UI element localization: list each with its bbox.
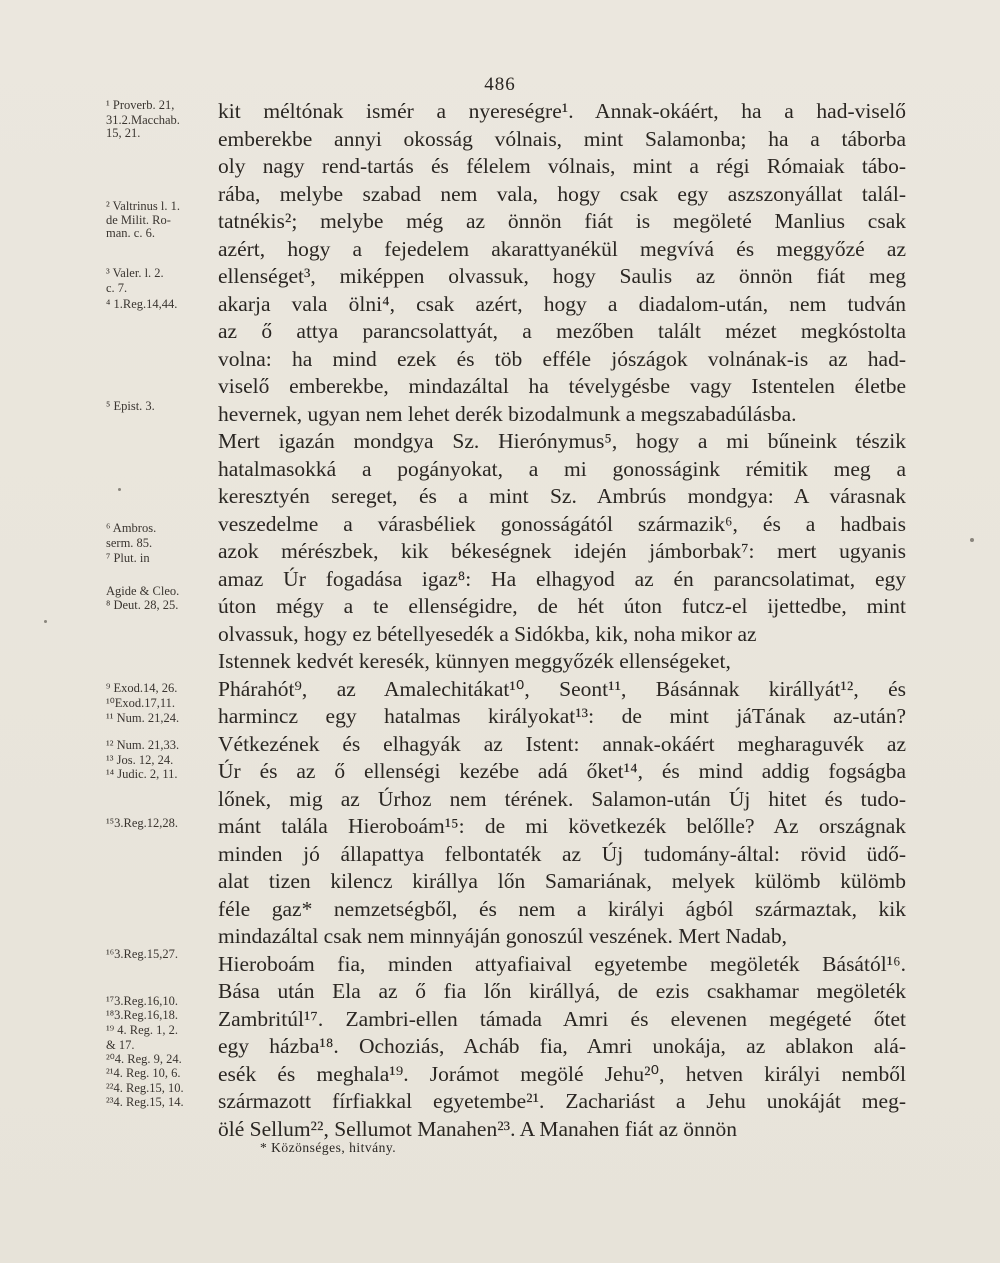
text-line: harmincz egy hatalmas királyokat¹³: de mint jáTának az-után? — [218, 704, 906, 728]
margin-note: ⁸ Deut. 28, 25. — [106, 598, 179, 612]
margin-note: serm. 85. — [106, 536, 153, 550]
text-line: Bása után Ela az ő fia lőn királlyá, de ezis csakhamar megöleték — [218, 979, 906, 1003]
text-line: volna: ha mind ezek és töb efféle jószágok volnának-is az had- — [218, 347, 906, 371]
margin-note: ¹² Num. 21,33. — [106, 738, 180, 752]
paper-speck — [118, 488, 121, 491]
text-line: úton mégy a te ellenségidre, de hét úton futcz-el ijettedbe, mint — [218, 594, 906, 618]
text-line: viselő emberekbe, mindazáltal ha tévelygésbe vagy Istentelen életbe — [218, 374, 906, 398]
text-line: ölé Sellum²², Sellumot Manahen²³. A Manahen fiát az önnön — [218, 1117, 737, 1141]
page-number: 486 — [484, 74, 516, 95]
margin-note: ¹³ Jos. 12, 24. — [106, 753, 174, 767]
text-line: kit méltónak ismér a nyereségre¹. Annak-okáért, ha a had-viselő — [218, 99, 906, 123]
margin-note: ³ Valer. l. 2. — [106, 266, 164, 280]
text-line: Vétkezének és elhagyák az Istent: annak-okáért megharaguvék az — [218, 732, 906, 756]
margin-note: man. c. 6. — [106, 226, 155, 240]
text-line: Phárahót⁹, az Amalechitákat¹⁰, Seont¹¹, Básánnak királlyát¹², és — [218, 677, 906, 701]
text-line: mindazáltal csak nem minnyáján gonoszúl veszének. Mert Nadab, — [218, 924, 787, 948]
margin-note: ¹⁵3.Reg.12,28. — [106, 816, 178, 830]
text-line: Zambritúl¹⁷. Zambri-ellen támada Amri és elevenen megégeté őtet — [218, 1007, 906, 1031]
text-line: Mert igazán mondgya Sz. Hierónymus⁵, hogy a mi bűneink tészik — [218, 429, 906, 453]
text-line: rába, melybe szabad nem vala, hogy csak egy aszszonyállat talál- — [218, 182, 906, 206]
margin-note: ²¹4. Reg. 10, 6. — [106, 1066, 181, 1080]
text-line: hevernek, ugyan nem lehet derék bizodalmunk a megszabadúlásba. — [218, 402, 797, 426]
margin-note: ¹⁹ 4. Reg. 1, 2. — [106, 1023, 178, 1037]
margin-note: ² Valtrinus l. 1. — [106, 199, 181, 213]
margin-note: & 17. — [106, 1038, 135, 1052]
text-line: azért, hogy a fejedelem akarattyanékül megvívá és meggyőzé az — [218, 237, 906, 261]
margin-note: ¹⁴ Judic. 2, 11. — [106, 767, 178, 781]
margin-note: ¹¹ Num. 21,24. — [106, 711, 180, 725]
margin-note: ⁹ Exod.14, 26. — [106, 681, 178, 695]
margin-note: 31.2.Macchab. — [106, 113, 180, 127]
text-line: lőnek, mig az Úrhoz nem térének. Salamon-után Új hitet és tudo- — [218, 787, 906, 811]
paper-speck — [970, 538, 974, 542]
margin-note: ¹⁷3.Reg.16,10. — [106, 994, 178, 1008]
text-line: hatalmasokká a pogányokat, a mi gonosságink rémitik meg a — [218, 457, 906, 481]
text-line: esék és meghala¹⁹. Jorámot megölé Jehu²⁰, hetven királyi nemből — [218, 1062, 906, 1086]
text-line: az ő attya parancsolattyát, a mezőben talált mézet megkóstolta — [218, 319, 906, 343]
text-line: Istennek kedvét keresék, künnyen meggyőzék ellenségeket, — [218, 649, 731, 673]
text-line: veszedelme a várasbéliek gonosságától származik⁶, és a hadbais — [218, 512, 906, 536]
text-line: alat tizen kilencz királlya lőn Samariának, melyek külömb külömb — [218, 869, 906, 893]
margin-note: ²²4. Reg.15, 10. — [106, 1081, 184, 1095]
text-line: azok mérészbek, kik békeségnek idején jámborbak⁷: mert ugyanis — [218, 539, 906, 563]
text-line: emberekbe annyi okosság vólnais, mint Salamonba; ha a táborba — [218, 127, 906, 151]
text-line: amaz Úr fogadása igaz⁸: Ha elhagyod az én parancsolatimat, egy — [218, 567, 906, 591]
margin-note: ⁴ 1.Reg.14,44. — [106, 297, 178, 311]
margin-note: ¹⁰Exod.17,11. — [106, 696, 176, 710]
margin-note: de Milit. Ro- — [106, 213, 171, 227]
text-line: egy házba¹⁸. Ochoziás, Acháb fia, Amri unokája, az ablakon alá- — [218, 1034, 906, 1058]
margin-note: ²⁰4. Reg. 9, 24. — [106, 1052, 182, 1066]
text-line: keresztyén sereget, és a mint Sz. Ambrús mondgya: A várasnak — [218, 484, 906, 508]
text-line: Úr és az ő ellenségi kezébe adá őket¹⁴, és mind addig fogságba — [218, 759, 906, 783]
margin-note: ⁵ Epist. 3. — [106, 399, 155, 413]
text-line: olvassuk, hogy ez bétellyesedék a Sidókba, kik, noha mikor az — [218, 622, 757, 646]
text-line: mánt talála Hieroboám¹⁵: de mi következék belőlle? Az országnak — [218, 814, 906, 838]
margin-note: ¹⁸3.Reg.16,18. — [106, 1008, 178, 1022]
margin-note: ²³4. Reg.15, 14. — [106, 1095, 184, 1109]
margin-note: ⁶ Ambros. — [106, 521, 157, 535]
text-line: akarja vala ölni⁴, csak azért, hogy a diadalom-után, nem tudván — [218, 292, 906, 316]
margin-note: c. 7. — [106, 281, 128, 295]
paper-speck — [44, 620, 47, 623]
text-line: Hieroboám fia, minden attyafiaival egyetembe megöleték Básától¹⁶. — [218, 952, 906, 976]
text-line: tatnékis²; melybe még az önnön fiát is megöleté Manlius csak — [218, 209, 906, 233]
margin-note: ¹⁶3.Reg.15,27. — [106, 947, 178, 961]
footnote: * Közönséges, hitvány. — [260, 1140, 397, 1155]
text-line: féle gaz* nemzetségből, és nem a királyi ágból származtak, kik — [218, 897, 906, 921]
text-line: származott fírfiakkal egyetembe²¹. Zachariást a Jehu unokáját meg- — [218, 1089, 906, 1113]
text-line: ellenséget³, miképpen olvassuk, hogy Saulis az önnön fiát meg — [218, 264, 906, 288]
text-line: minden jó állapattya felbontaték az Új tudomány-által: rövid üdő- — [218, 842, 906, 866]
margin-note: Agide & Cleo. — [106, 584, 180, 598]
text-line: oly nagy rend-tartás és félelem vólnais, mint a régi Rómaiak tábo- — [218, 154, 906, 178]
margin-note: ⁷ Plut. in — [106, 551, 150, 565]
margin-note: 15, 21. — [106, 126, 141, 140]
margin-note: ¹ Proverb. 21, — [106, 98, 175, 112]
